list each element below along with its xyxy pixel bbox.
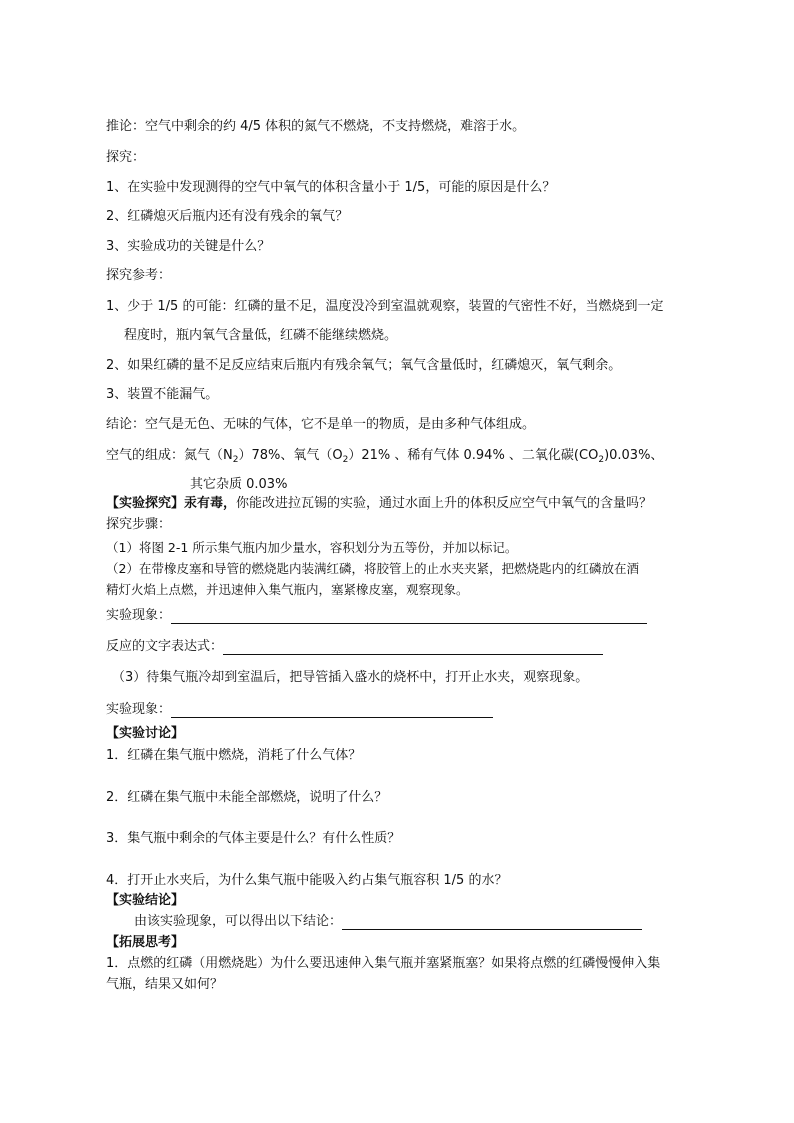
composition-part-3: ）21% 、稀有气体 0.94% 、二氧化碳(CO	[348, 448, 599, 463]
step-2a: （2）在带橡皮塞和导管的燃烧匙内装满红磷，将胶管上的止水夹夹紧，把燃烧匙内的红磷放在酒	[106, 561, 639, 576]
step-3: （3）待集气瓶冷却到室温后，把导管插入盛水的烧杯中，打开止水夹，观察现象。	[112, 670, 589, 685]
equation-blank[interactable]	[223, 640, 603, 655]
experiment-header-rest: 你能改进拉瓦锡的实验，通过水面上升的体积反应空气中氧气的含量吗？	[236, 496, 653, 511]
experiment-header-bracket: 【实验探究】	[106, 496, 185, 511]
extension-question-1a: 1．点燃的红磷（用燃烧匙）为什么要迅速伸入集气瓶并塞紧瓶塞？如果将点燃的红磷慢慢伸入集	[106, 956, 661, 971]
composition-part-1: 空气的组成：氮气（N	[106, 448, 233, 463]
reference-answer-1a: 1、少于 1/5 的可能：红磷的量不足，温度没冷到室温就观察，装置的气密性不好，当燃烧到一定	[106, 299, 664, 314]
step-2b: 精灯火焰上点燃，并迅速伸入集气瓶内，塞紧橡皮塞，观察现象。	[106, 582, 469, 597]
explore-question-1: 1、在实验中发现测得的空气中氧气的体积含量小于 1/5，可能的原因是什么？	[106, 180, 556, 195]
conclusion-blank[interactable]	[342, 915, 642, 930]
discussion-header: 【实验讨论】	[106, 726, 185, 741]
reference-answer-3: 3、装置不能漏气。	[106, 387, 219, 402]
conclusion-row	[134, 914, 642, 930]
oxygen-subscript: 2	[342, 455, 349, 465]
reference-answer-1b: 程度时，瓶内氧气含量低，红磷不能继续燃烧。	[124, 328, 398, 343]
co2-subscript: 2	[598, 455, 605, 465]
discussion-question-3: 3．集气瓶中剩余的气体主要是什么？有什么性质？	[106, 831, 401, 846]
extension-header: 【拓展思考】	[106, 935, 185, 950]
equation-row	[106, 639, 603, 655]
air-composition-line-2: 其它杂质 0.03%	[190, 477, 288, 492]
inference-line: 推论：空气中剩余的约 4/5 体积的氮气不燃烧，不支持燃烧，难溶于水。	[106, 119, 526, 134]
explore-question-3: 3、实验成功的关键是什么？	[106, 239, 271, 254]
experiment-header-author: 汞有毒，	[184, 496, 237, 511]
phenomenon-blank[interactable]	[171, 609, 647, 624]
phenomenon-row-2	[106, 702, 493, 718]
extension-question-1b: 气瓶，结果又如何？	[106, 977, 224, 992]
nitrogen-subscript: 2	[232, 455, 239, 465]
air-composition-line	[106, 448, 663, 468]
phenomenon-label: 实验现象：	[106, 608, 172, 623]
phenomenon-row	[106, 608, 647, 624]
experiment-header	[106, 496, 652, 512]
conclusion-line: 结论：空气是无色、无味的气体，它不是单一的物质，是由多种气体组成。	[106, 417, 536, 432]
discussion-question-2: 2．红磷在集气瓶中未能全部燃烧，说明了什么？	[106, 790, 388, 805]
discussion-question-1: 1．红磷在集气瓶中燃烧，消耗了什么气体？	[106, 748, 362, 763]
reference-answer-2: 2、如果红磷的量不足反应结束后瓶内有残余氧气；氧气含量低时，红磷熄灭，氧气剩余。	[106, 358, 622, 373]
phenomenon-blank-2[interactable]	[171, 703, 493, 718]
step-1: （1）将图 2-1 所示集气瓶内加少量水，容积划分为五等份，并加以标记。	[106, 540, 518, 555]
explore-question-2: 2、红磷熄灭后瓶内还有没有残余的氧气？	[106, 209, 349, 224]
composition-part-4: )0.03%、	[604, 448, 664, 463]
reference-label: 探究参考：	[106, 268, 172, 283]
composition-part-2: ）78%、氧气（O	[238, 448, 343, 463]
conclusion-text: 由该实验现象，可以得出以下结论：	[134, 914, 343, 929]
steps-label: 探究步骤：	[106, 517, 172, 532]
discussion-question-4: 4．打开止水夹后，为什么集气瓶中能吸入约占集气瓶容积 1/5 的水？	[106, 873, 508, 888]
equation-label: 反应的文字表达式：	[106, 639, 224, 654]
phenomenon-label-2: 实验现象：	[106, 702, 172, 717]
conclusion-header: 【实验结论】	[106, 893, 185, 908]
explore-label: 探究：	[106, 150, 146, 165]
